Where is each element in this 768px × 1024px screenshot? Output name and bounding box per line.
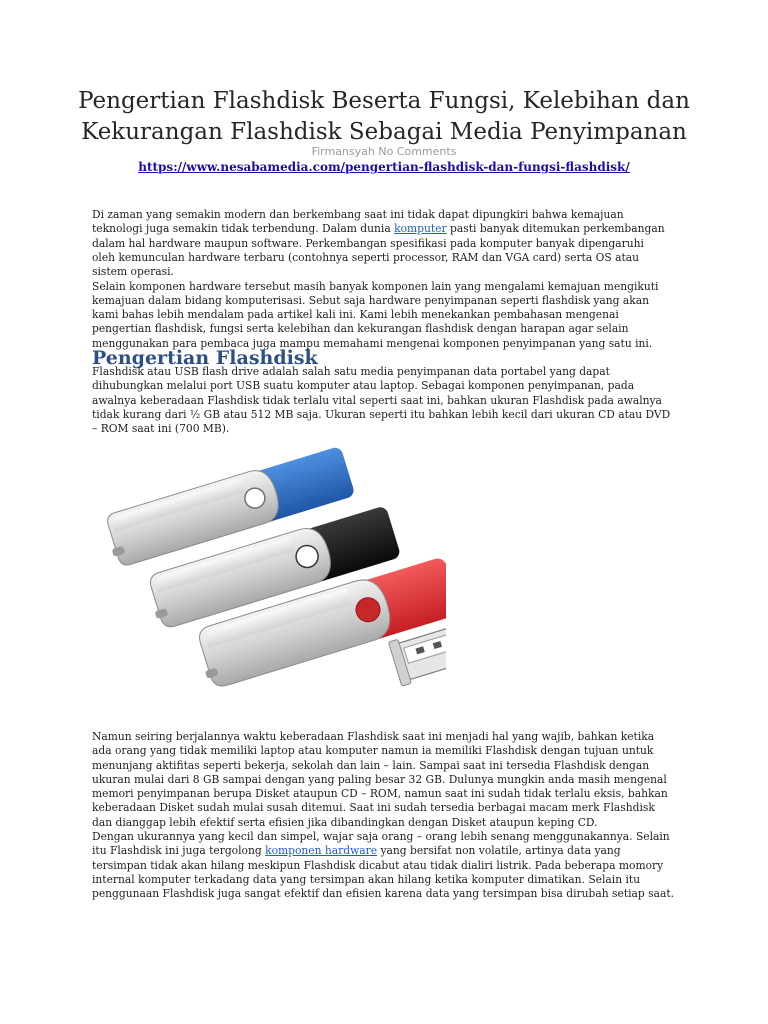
definition-line: tidak kurang dari ½ GB atau 512 MB saja. Ukuran seperti itu bahkan lebih kecil dari ukuran CD atau DVD — [92, 407, 671, 421]
body-line-with-link — [92, 844, 682, 858]
body-line: memori penyimpanan berupa Disket ataupun CD – ROM, namun saat ini sudah tidak terlalu eksis, bahkan — [92, 787, 668, 801]
definition-line: – ROM saat ini (700 MB). — [92, 422, 230, 436]
body-line: internal komputer terkadang data yang tersimpan akan hilang ketika komputer dimatikan. Selain itu — [92, 872, 641, 886]
intro-line: Selain komponen hardware tersebut masih banyak komponen lain yang mengalami kemajuan mengikuti — [92, 279, 659, 293]
title-line-2: Kekurangan Flashdisk Sebagai Media Penyimpanan — [81, 119, 687, 145]
intro-line: oleh kemunculan hardware terbaru (contohnya seperti processor, RAM dan VGA card) serta OS atau — [92, 250, 640, 264]
komputer-link[interactable]: komputer — [394, 222, 447, 236]
body-paragraph-2 — [92, 830, 682, 901]
intro-text: teknologi juga semakin tidak terbendung. Dalam dunia — [92, 222, 395, 236]
body-line: dan dianggap lebih efektif serta efisien jika dibandingkan dengan Disket ataupun keping CD. — [92, 815, 598, 829]
komponen-hardware-link[interactable]: komponen hardware — [265, 844, 378, 858]
source-url-link[interactable]: https://www.nesabamedia.com/pengertian-flashdisk-dan-fungsi-flashdisk/ — [138, 160, 630, 174]
intro-line: dalam hal hardware maupun software. Perkembangan spesifikasi pada komputer banyak dipengaruhi — [92, 236, 644, 250]
definition-paragraph — [92, 365, 682, 436]
intro-line-with-link — [92, 222, 682, 236]
intro-line: menggunakan para pembaca juga mampu memahami mengenai komponen penyimpanan yang satu ini. — [92, 336, 653, 350]
body-line: menunjang aktifitas seperti bekerja, sekolah dan lain – lain. Sampai saat ini tersedia Flashdisk dengan — [92, 758, 650, 772]
intro-line: sistem operasi. — [92, 265, 174, 279]
body-text: yang bersifat non volatile, artinya data yang — [377, 844, 621, 858]
intro-paragraph-2 — [92, 280, 682, 351]
body-line: ukuran mulai dari 8 GB sampai dengan yang paling besar 32 GB. Dulunya mungkin anda masih mengenal — [92, 772, 667, 786]
author-meta: Firmansyah No Comments — [311, 145, 457, 158]
section-heading: Pengertian Flashdisk — [92, 347, 318, 369]
intro-line: kemajuan dalam bidang komputerisasi. Sebut saja hardware penyimpanan seperti flashdisk yang akan — [92, 293, 650, 307]
body-line: tersimpan tidak akan hilang meskipun Flashdisk dicabut atau tidak dialiri listrik. Pada beberapa momory — [92, 858, 664, 872]
body-line: Dengan ukurannya yang kecil dan simpel, wajar saja orang – orang lebih senang menggunakannya. Selain — [92, 830, 670, 843]
intro-line: kami bahas lebih mendalam pada artikel kali ini. Kami lebih menekankan pembahasan mengenai — [92, 308, 619, 322]
body-line: keberadaan Disket sudah mulai susah ditemui. Saat ini sudah tersedia berbagai macam merk Flashdisk — [92, 801, 655, 815]
body-text: itu Flashdisk ini juga tergolong — [92, 844, 266, 858]
intro-line: pengertian flashdisk, fungsi serta kelebihan dan kekurangan flashdisk dengan harapan agar selain — [92, 322, 629, 336]
definition-line: Flashdisk atau USB flash drive adalah salah satu media penyimpanan data portabel yang dapat — [92, 365, 610, 378]
intro-text: pasti banyak ditemukan perkembangan — [446, 222, 665, 236]
body-line: ada orang yang tidak memiliki laptop atau komputer namun ia memiliki Flashdisk dengan tujuan untuk — [92, 744, 654, 758]
article-title — [60, 86, 708, 148]
definition-line: awalnya keberadaan Flashdisk tidak terlalu vital seperti saat ini, bahkan ukuran Flashdisk pada awalnya — [92, 393, 662, 407]
body-line: penggunaan Flashdisk juga sangat efektif dan efisien karena data yang tersimpan bisa dirubah setiap saat. — [92, 887, 675, 901]
definition-line: dihubungkan melalui port USB suatu komputer atau laptop. Sebagai komponen penyimpanan, pada — [92, 379, 635, 393]
flashdisk-photo — [92, 444, 446, 702]
body-line: Namun seiring berjalannya waktu keberadaan Flashdisk saat ini menjadi hal yang wajib, bahkan ketika — [92, 730, 655, 743]
title-line-1: Pengertian Flashdisk Beserta Fungsi, Kelebihan dan — [78, 88, 690, 114]
intro-line: Di zaman yang semakin modern dan berkembang saat ini tidak dapat dipungkiri bahwa kemajuan — [92, 208, 624, 221]
intro-paragraph-1 — [92, 208, 682, 279]
body-paragraph-1 — [92, 730, 682, 830]
